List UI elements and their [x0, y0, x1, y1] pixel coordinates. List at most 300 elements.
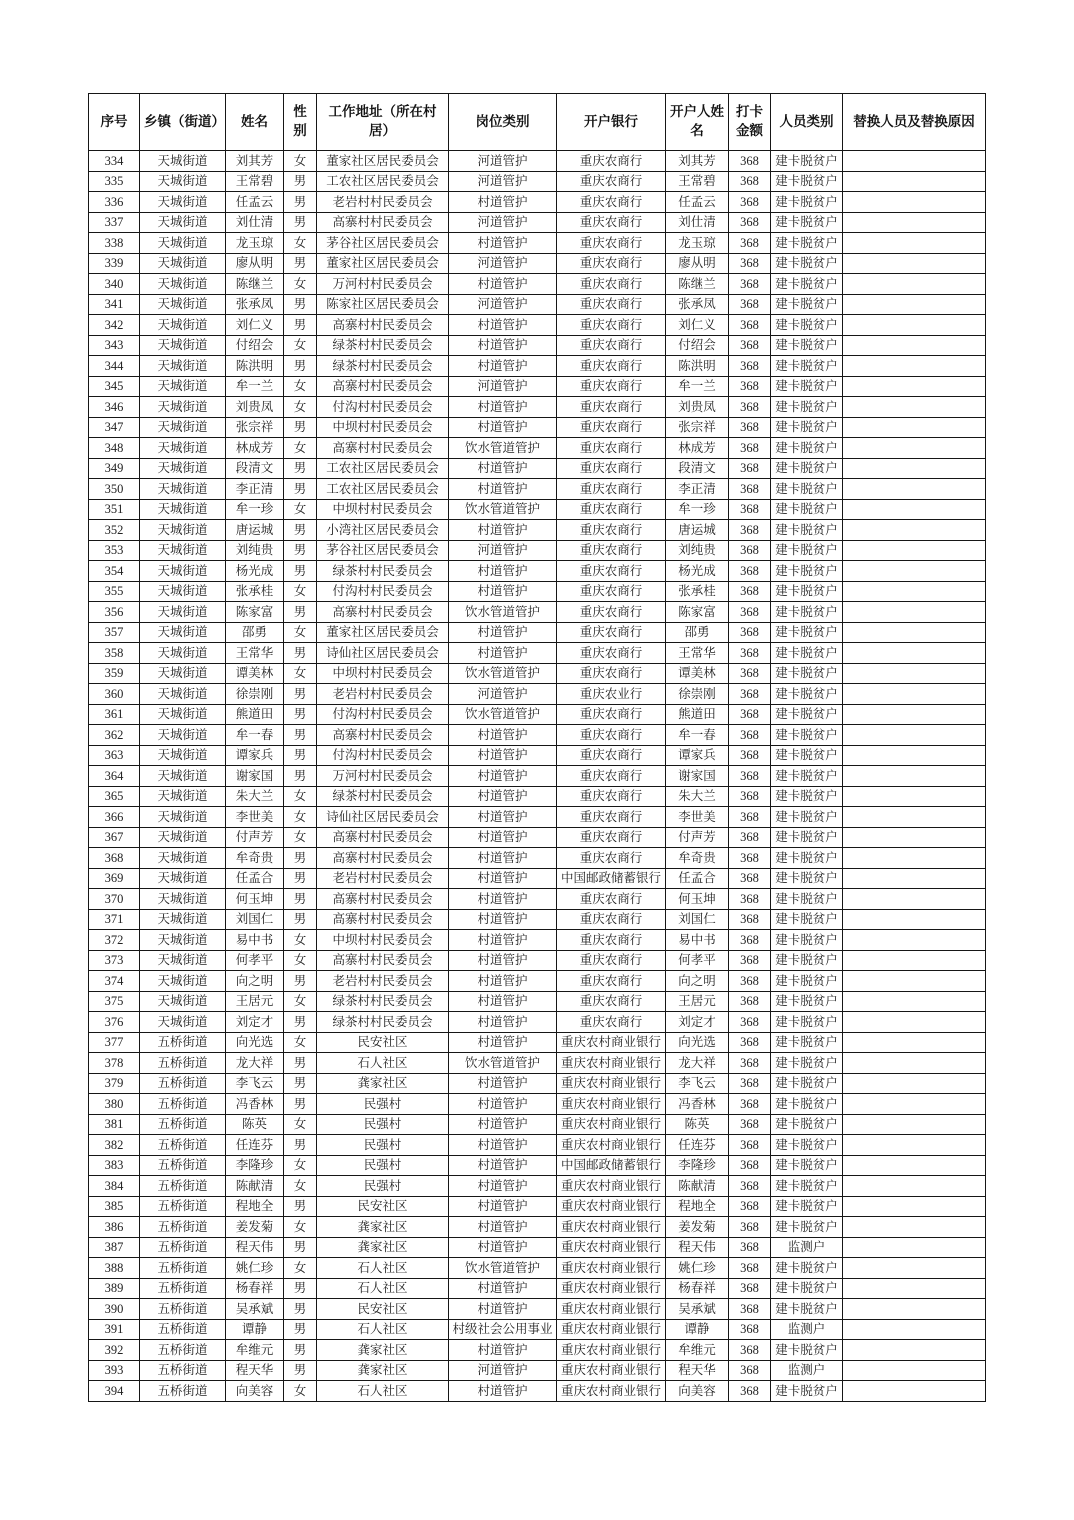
cell-gender: 女	[284, 1032, 317, 1053]
cell-work_address: 石人社区	[317, 1319, 449, 1340]
column-header-work_address: 工作地址（所在村居）	[317, 94, 449, 151]
cell-replacement	[843, 1381, 986, 1402]
cell-amount: 368	[729, 499, 771, 520]
cell-bank: 中国邮政储蓄银行	[557, 1155, 666, 1176]
cell-position_type: 村道管护	[449, 581, 557, 602]
cell-account_name: 陈洪明	[666, 356, 729, 377]
cell-gender: 男	[284, 704, 317, 725]
table-row	[89, 1155, 986, 1176]
cell-gender: 女	[284, 663, 317, 684]
table-row	[89, 643, 986, 664]
cell-gender: 女	[284, 1258, 317, 1279]
cell-name: 林成芳	[226, 438, 284, 459]
table-row	[89, 1073, 986, 1094]
cell-replacement	[843, 663, 986, 684]
cell-bank: 重庆农村商业银行	[557, 1258, 666, 1279]
cell-gender: 男	[284, 540, 317, 561]
column-header-amount: 打卡金额	[729, 94, 771, 151]
cell-account_name: 刘定才	[666, 1012, 729, 1033]
cell-work_address: 民强村	[317, 1114, 449, 1135]
cell-amount: 368	[729, 807, 771, 828]
cell-work_address: 高寨村村民委员会	[317, 438, 449, 459]
cell-bank: 重庆农商行	[557, 499, 666, 520]
cell-bank: 重庆农村商业银行	[557, 1319, 666, 1340]
cell-serial: 390	[89, 1299, 140, 1320]
table-row	[89, 274, 986, 295]
cell-gender: 男	[284, 684, 317, 705]
cell-position_type: 村道管护	[449, 725, 557, 746]
table-row	[89, 192, 986, 213]
cell-serial: 382	[89, 1135, 140, 1156]
cell-name: 陈献清	[226, 1176, 284, 1197]
cell-gender: 男	[284, 602, 317, 623]
cell-serial: 343	[89, 335, 140, 356]
column-header-township: 乡镇（街道）	[140, 94, 226, 151]
cell-amount: 368	[729, 1299, 771, 1320]
cell-person_category: 建卡脱贫户	[771, 1094, 843, 1115]
cell-bank: 重庆农村商业银行	[557, 1237, 666, 1258]
cell-work_address: 龚家社区	[317, 1073, 449, 1094]
cell-name: 谭静	[226, 1319, 284, 1340]
cell-replacement	[843, 1196, 986, 1217]
cell-bank: 重庆农村商业银行	[557, 1299, 666, 1320]
cell-account_name: 李正清	[666, 479, 729, 500]
cell-name: 廖从明	[226, 253, 284, 274]
cell-account_name: 任连芬	[666, 1135, 729, 1156]
cell-township: 五桥街道	[140, 1176, 226, 1197]
cell-name: 刘定才	[226, 1012, 284, 1033]
cell-account_name: 熊道田	[666, 704, 729, 725]
table-row	[89, 745, 986, 766]
cell-name: 向美容	[226, 1381, 284, 1402]
table-row	[89, 212, 986, 233]
cell-serial: 372	[89, 930, 140, 951]
cell-work_address: 老岩村村民委员会	[317, 868, 449, 889]
cell-serial: 371	[89, 909, 140, 930]
cell-serial: 385	[89, 1196, 140, 1217]
cell-township: 天城街道	[140, 1012, 226, 1033]
table-row	[89, 1258, 986, 1279]
cell-serial: 335	[89, 171, 140, 192]
cell-replacement	[843, 950, 986, 971]
table-row	[89, 253, 986, 274]
cell-account_name: 徐崇刚	[666, 684, 729, 705]
cell-person_category: 建卡脱贫户	[771, 458, 843, 479]
cell-person_category: 建卡脱贫户	[771, 971, 843, 992]
cell-bank: 重庆农商行	[557, 438, 666, 459]
cell-serial: 379	[89, 1073, 140, 1094]
cell-bank: 重庆农商行	[557, 643, 666, 664]
cell-township: 天城街道	[140, 397, 226, 418]
cell-serial: 355	[89, 581, 140, 602]
table-row	[89, 622, 986, 643]
cell-work_address: 高寨村村民委员会	[317, 889, 449, 910]
cell-township: 天城街道	[140, 930, 226, 951]
cell-person_category: 建卡脱贫户	[771, 602, 843, 623]
cell-person_category: 建卡脱贫户	[771, 1299, 843, 1320]
cell-bank: 重庆农商行	[557, 335, 666, 356]
table-row	[89, 725, 986, 746]
cell-account_name: 王居元	[666, 991, 729, 1012]
table-row	[89, 1319, 986, 1340]
cell-serial: 352	[89, 520, 140, 541]
cell-replacement	[843, 1319, 986, 1340]
table-row	[89, 950, 986, 971]
cell-bank: 重庆农商行	[557, 950, 666, 971]
cell-work_address: 小湾社区居民委员会	[317, 520, 449, 541]
cell-amount: 368	[729, 151, 771, 172]
cell-replacement	[843, 356, 986, 377]
table-row	[89, 807, 986, 828]
cell-person_category: 建卡脱贫户	[771, 991, 843, 1012]
cell-amount: 368	[729, 643, 771, 664]
cell-replacement	[843, 622, 986, 643]
cell-replacement	[843, 1073, 986, 1094]
cell-serial: 353	[89, 540, 140, 561]
cell-name: 冯香林	[226, 1094, 284, 1115]
table-row	[89, 868, 986, 889]
cell-work_address: 诗仙社区居民委员会	[317, 643, 449, 664]
cell-amount: 368	[729, 868, 771, 889]
cell-bank: 重庆农村商业银行	[557, 1073, 666, 1094]
table-row	[89, 520, 986, 541]
cell-name: 谭家兵	[226, 745, 284, 766]
cell-township: 五桥街道	[140, 1094, 226, 1115]
cell-serial: 344	[89, 356, 140, 377]
cell-serial: 356	[89, 602, 140, 623]
cell-township: 天城街道	[140, 294, 226, 315]
cell-name: 程天伟	[226, 1237, 284, 1258]
cell-account_name: 牟一春	[666, 725, 729, 746]
cell-account_name: 谭静	[666, 1319, 729, 1340]
table-row	[89, 1237, 986, 1258]
cell-account_name: 冯香林	[666, 1094, 729, 1115]
cell-account_name: 谭家兵	[666, 745, 729, 766]
cell-serial: 334	[89, 151, 140, 172]
cell-replacement	[843, 848, 986, 869]
cell-name: 任孟云	[226, 192, 284, 213]
table-body	[89, 151, 986, 1402]
cell-replacement	[843, 868, 986, 889]
table-row	[89, 786, 986, 807]
cell-bank: 重庆农村商业银行	[557, 1032, 666, 1053]
cell-person_category: 建卡脱贫户	[771, 1012, 843, 1033]
cell-person_category: 建卡脱贫户	[771, 1217, 843, 1238]
cell-gender: 男	[284, 356, 317, 377]
cell-account_name: 朱大兰	[666, 786, 729, 807]
cell-person_category: 建卡脱贫户	[771, 1258, 843, 1279]
table-row	[89, 909, 986, 930]
cell-person_category: 建卡脱贫户	[771, 745, 843, 766]
cell-bank: 重庆农商行	[557, 663, 666, 684]
cell-amount: 368	[729, 602, 771, 623]
cell-person_category: 建卡脱贫户	[771, 499, 843, 520]
table-row	[89, 766, 986, 787]
cell-amount: 368	[729, 253, 771, 274]
cell-gender: 女	[284, 438, 317, 459]
table-row	[89, 171, 986, 192]
cell-person_category: 建卡脱贫户	[771, 581, 843, 602]
cell-name: 陈继兰	[226, 274, 284, 295]
cell-township: 天城街道	[140, 889, 226, 910]
cell-amount: 368	[729, 766, 771, 787]
cell-serial: 376	[89, 1012, 140, 1033]
cell-serial: 342	[89, 315, 140, 336]
cell-gender: 男	[284, 315, 317, 336]
cell-name: 付声芳	[226, 827, 284, 848]
cell-serial: 349	[89, 458, 140, 479]
cell-work_address: 民强村	[317, 1155, 449, 1176]
cell-amount: 368	[729, 1319, 771, 1340]
cell-amount: 368	[729, 356, 771, 377]
cell-replacement	[843, 602, 986, 623]
cell-position_type: 村道管护	[449, 1381, 557, 1402]
table-row	[89, 1196, 986, 1217]
cell-gender: 男	[284, 971, 317, 992]
cell-position_type: 村道管护	[449, 991, 557, 1012]
cell-serial: 373	[89, 950, 140, 971]
cell-name: 谢家国	[226, 766, 284, 787]
cell-position_type: 村道管护	[449, 971, 557, 992]
cell-township: 天城街道	[140, 417, 226, 438]
cell-name: 王常碧	[226, 171, 284, 192]
cell-name: 唐运城	[226, 520, 284, 541]
cell-township: 天城街道	[140, 499, 226, 520]
table-row	[89, 1217, 986, 1238]
cell-account_name: 牟奇贵	[666, 848, 729, 869]
cell-amount: 368	[729, 540, 771, 561]
cell-position_type: 村道管护	[449, 745, 557, 766]
cell-amount: 368	[729, 1114, 771, 1135]
cell-serial: 366	[89, 807, 140, 828]
cell-gender: 男	[284, 766, 317, 787]
cell-gender: 男	[284, 1319, 317, 1340]
cell-replacement	[843, 1176, 986, 1197]
cell-serial: 383	[89, 1155, 140, 1176]
cell-position_type: 饮水管道管护	[449, 499, 557, 520]
cell-bank: 重庆农村商业银行	[557, 1360, 666, 1381]
cell-account_name: 李世美	[666, 807, 729, 828]
cell-person_category: 建卡脱贫户	[771, 930, 843, 951]
cell-bank: 重庆农村商业银行	[557, 1053, 666, 1074]
cell-work_address: 龚家社区	[317, 1217, 449, 1238]
cell-serial: 369	[89, 868, 140, 889]
cell-replacement	[843, 909, 986, 930]
cell-amount: 368	[729, 1053, 771, 1074]
cell-replacement	[843, 171, 986, 192]
cell-work_address: 龚家社区	[317, 1340, 449, 1361]
cell-gender: 男	[284, 1278, 317, 1299]
table-row	[89, 1053, 986, 1074]
cell-position_type: 饮水管道管护	[449, 704, 557, 725]
cell-bank: 中国邮政储蓄银行	[557, 868, 666, 889]
table-row	[89, 335, 986, 356]
cell-gender: 男	[284, 725, 317, 746]
cell-account_name: 林成芳	[666, 438, 729, 459]
cell-township: 天城街道	[140, 766, 226, 787]
cell-serial: 389	[89, 1278, 140, 1299]
cell-amount: 368	[729, 786, 771, 807]
table-row	[89, 397, 986, 418]
cell-replacement	[843, 807, 986, 828]
cell-gender: 男	[284, 192, 317, 213]
table-row	[89, 540, 986, 561]
cell-name: 张承桂	[226, 581, 284, 602]
cell-account_name: 吴承斌	[666, 1299, 729, 1320]
cell-township: 天城街道	[140, 991, 226, 1012]
cell-amount: 368	[729, 991, 771, 1012]
cell-position_type: 村道管护	[449, 950, 557, 971]
cell-work_address: 董家社区居民委员会	[317, 151, 449, 172]
cell-bank: 重庆农村商业银行	[557, 1094, 666, 1115]
cell-township: 五桥街道	[140, 1340, 226, 1361]
cell-position_type: 村道管护	[449, 868, 557, 889]
table-row	[89, 561, 986, 582]
cell-person_category: 建卡脱贫户	[771, 397, 843, 418]
cell-person_category: 建卡脱贫户	[771, 766, 843, 787]
cell-bank: 重庆农商行	[557, 827, 666, 848]
cell-position_type: 河道管护	[449, 151, 557, 172]
table-row	[89, 479, 986, 500]
cell-work_address: 龚家社区	[317, 1237, 449, 1258]
cell-person_category: 建卡脱贫户	[771, 253, 843, 274]
cell-account_name: 姜发菊	[666, 1217, 729, 1238]
cell-position_type: 村道管护	[449, 1135, 557, 1156]
cell-replacement	[843, 1114, 986, 1135]
cell-township: 天城街道	[140, 581, 226, 602]
cell-person_category: 建卡脱贫户	[771, 151, 843, 172]
cell-bank: 重庆农商行	[557, 807, 666, 828]
cell-name: 程天华	[226, 1360, 284, 1381]
cell-account_name: 牟一兰	[666, 376, 729, 397]
cell-serial: 375	[89, 991, 140, 1012]
cell-gender: 男	[284, 520, 317, 541]
cell-gender: 男	[284, 294, 317, 315]
cell-position_type: 村道管护	[449, 335, 557, 356]
cell-township: 五桥街道	[140, 1135, 226, 1156]
cell-position_type: 村道管护	[449, 643, 557, 664]
cell-position_type: 村道管护	[449, 1340, 557, 1361]
cell-gender: 男	[284, 479, 317, 500]
cell-amount: 368	[729, 1381, 771, 1402]
cell-amount: 368	[729, 376, 771, 397]
cell-name: 谭美林	[226, 663, 284, 684]
cell-work_address: 茅谷社区居民委员会	[317, 233, 449, 254]
document-page	[88, 93, 986, 1402]
column-header-bank: 开户银行	[557, 94, 666, 151]
table-header-row	[89, 94, 986, 151]
cell-position_type: 村道管护	[449, 1094, 557, 1115]
cell-township: 天城街道	[140, 950, 226, 971]
cell-gender: 男	[284, 561, 317, 582]
cell-person_category: 建卡脱贫户	[771, 1340, 843, 1361]
cell-name: 陈洪明	[226, 356, 284, 377]
cell-name: 姜发菊	[226, 1217, 284, 1238]
cell-bank: 重庆农村商业银行	[557, 1135, 666, 1156]
cell-position_type: 村道管护	[449, 827, 557, 848]
cell-name: 段清文	[226, 458, 284, 479]
cell-account_name: 牟一珍	[666, 499, 729, 520]
cell-amount: 368	[729, 1360, 771, 1381]
cell-amount: 368	[729, 848, 771, 869]
cell-township: 天城街道	[140, 827, 226, 848]
cell-bank: 重庆农商行	[557, 151, 666, 172]
cell-gender: 男	[284, 745, 317, 766]
cell-bank: 重庆农商行	[557, 991, 666, 1012]
cell-name: 李飞云	[226, 1073, 284, 1094]
cell-gender: 男	[284, 1360, 317, 1381]
cell-work_address: 高寨村村民委员会	[317, 212, 449, 233]
cell-position_type: 村道管护	[449, 397, 557, 418]
cell-account_name: 谢家国	[666, 766, 729, 787]
cell-gender: 女	[284, 1114, 317, 1135]
cell-name: 刘国仁	[226, 909, 284, 930]
cell-bank: 重庆农商行	[557, 745, 666, 766]
cell-work_address: 高寨村村民委员会	[317, 848, 449, 869]
cell-serial: 365	[89, 786, 140, 807]
cell-work_address: 付沟村村民委员会	[317, 745, 449, 766]
cell-account_name: 向美容	[666, 1381, 729, 1402]
cell-replacement	[843, 991, 986, 1012]
cell-name: 王常华	[226, 643, 284, 664]
cell-serial: 374	[89, 971, 140, 992]
cell-amount: 368	[729, 889, 771, 910]
cell-amount: 368	[729, 1073, 771, 1094]
cell-work_address: 民安社区	[317, 1299, 449, 1320]
cell-amount: 368	[729, 315, 771, 336]
cell-account_name: 向之明	[666, 971, 729, 992]
cell-amount: 368	[729, 745, 771, 766]
cell-account_name: 陈英	[666, 1114, 729, 1135]
cell-gender: 男	[284, 458, 317, 479]
cell-name: 朱大兰	[226, 786, 284, 807]
cell-account_name: 陈继兰	[666, 274, 729, 295]
cell-person_category: 建卡脱贫户	[771, 1381, 843, 1402]
cell-township: 天城街道	[140, 745, 226, 766]
cell-account_name: 刘贵凤	[666, 397, 729, 418]
cell-account_name: 任孟合	[666, 868, 729, 889]
cell-position_type: 村道管护	[449, 786, 557, 807]
cell-person_category: 建卡脱贫户	[771, 212, 843, 233]
cell-name: 邵勇	[226, 622, 284, 643]
cell-township: 天城街道	[140, 848, 226, 869]
cell-account_name: 段清文	[666, 458, 729, 479]
cell-amount: 368	[729, 1196, 771, 1217]
cell-work_address: 老岩村村民委员会	[317, 684, 449, 705]
cell-name: 张承凤	[226, 294, 284, 315]
cell-gender: 男	[284, 1073, 317, 1094]
cell-amount: 368	[729, 950, 771, 971]
cell-gender: 男	[284, 253, 317, 274]
cell-person_category: 建卡脱贫户	[771, 520, 843, 541]
cell-work_address: 石人社区	[317, 1053, 449, 1074]
cell-amount: 368	[729, 1258, 771, 1279]
cell-township: 五桥街道	[140, 1217, 226, 1238]
table-row	[89, 233, 986, 254]
cell-person_category: 建卡脱贫户	[771, 1032, 843, 1053]
cell-person_category: 建卡脱贫户	[771, 848, 843, 869]
table-row	[89, 1360, 986, 1381]
cell-position_type: 村道管护	[449, 417, 557, 438]
cell-account_name: 张承桂	[666, 581, 729, 602]
cell-name: 徐崇刚	[226, 684, 284, 705]
cell-township: 五桥街道	[140, 1155, 226, 1176]
cell-township: 五桥街道	[140, 1032, 226, 1053]
cell-township: 五桥街道	[140, 1053, 226, 1074]
cell-amount: 368	[729, 233, 771, 254]
cell-replacement	[843, 458, 986, 479]
cell-name: 何孝平	[226, 950, 284, 971]
